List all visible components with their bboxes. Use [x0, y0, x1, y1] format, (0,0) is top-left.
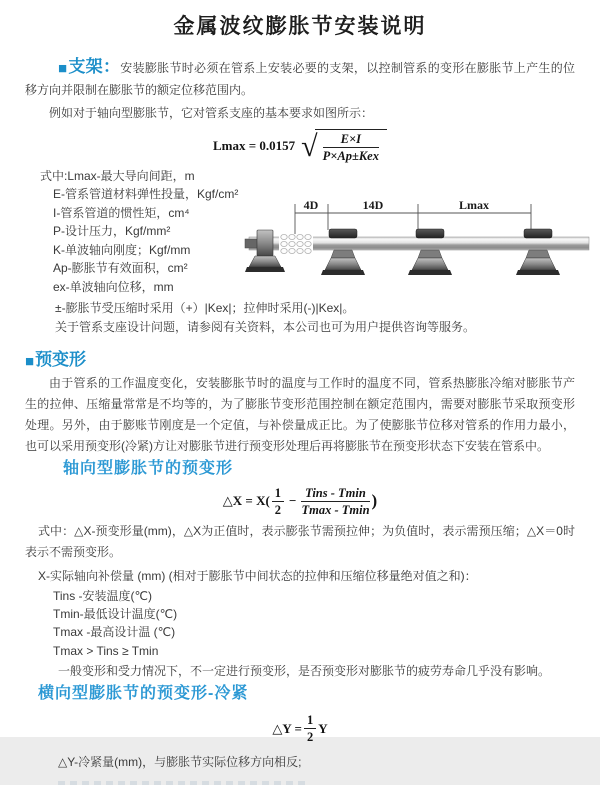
definition-line: K-单波轴向刚度；Kgf/mm	[53, 242, 191, 257]
lmax-formula-radicand	[315, 129, 387, 163]
temp-fraction-denominator: Tmax - Tmin	[301, 502, 370, 517]
definition-line: 式中:Lmax-最大导向间距，m	[40, 168, 195, 183]
lmax-formula-numerator: E×I	[323, 132, 379, 148]
dimension-label-lmax: Lmax	[459, 197, 489, 212]
definition-line: Ap-膨胀节有效面积，cm²	[53, 261, 188, 276]
section-bullet-icon: ■	[25, 352, 35, 370]
axial-note-line: 式中：△X-预变形量(mm)，△X为正值时，表示膨张节需预拉伸；为负值时，表示需预压缩；△X＝0时表示不需预变形。	[25, 523, 575, 559]
guide-support	[321, 229, 365, 275]
axial-formula-temp-fraction	[301, 486, 369, 517]
guide-support	[516, 229, 560, 275]
lateral-formula-lhs: △Y =	[272, 720, 302, 736]
lateral-note: △Y-冷紧量(mm)，与膨胀节实际位移方向相反;	[58, 755, 302, 770]
support-example-line: 例如对于轴向型膨胀节，它对管系支座的基本要求如图所示：	[49, 106, 374, 120]
predeform-section-heading-row	[25, 345, 575, 370]
axial-closing-line: 一般变形和受力情况下，不一定进行预变形，是否预变形对膨胀节的疲劳寿命几乎没有影响。	[58, 664, 551, 679]
definitions-and-diagram-row	[25, 167, 575, 298]
temperature-definition-line: Tmin-最低设计温度(℃)	[53, 606, 178, 621]
guide-support	[408, 229, 452, 275]
minus-operator: −	[289, 493, 297, 508]
temperature-definition-line: Tins -安装温度(℃)	[53, 588, 153, 603]
lmax-formula-lhs: Lmax = 0.0157	[213, 137, 296, 153]
predeform-section-heading: 预变形	[35, 349, 87, 369]
axial-formula-half-fraction	[272, 486, 284, 517]
axial-predeform-formula	[223, 486, 377, 517]
lateral-predeform-formula	[272, 713, 327, 744]
lmax-formula-denominator: P×Ap±Kex	[322, 148, 379, 163]
support-section-heading: 支架：	[68, 57, 121, 76]
definition-line: I-管系管道的惯性矩，cm⁴	[53, 205, 190, 220]
lateral-formula-fraction	[304, 713, 316, 744]
pipe-support-diagram	[243, 197, 595, 293]
half-numerator: 1	[272, 486, 284, 502]
page-title: 金属波纹膨胀节安装说明	[173, 15, 427, 38]
support-intro-text: 安装膨胀节时必须在管系上安装必要的支架，以控制管系的变形在膨胀节上产生的位移方向并限制在膨胀节的额定位移范围内。	[25, 61, 575, 97]
temperature-definition-line: Tmax -最高设计温 (℃)	[53, 625, 176, 640]
plus-minus-note: ±-膨胀节受压缩时采用（+）|Kex|；拉伸时采用(-)|Kex|。	[55, 300, 355, 315]
section-bullet-icon: ■	[58, 60, 68, 77]
predeform-paragraph: 由于管系的工作温度变化，安装膨胀节时的温度与工作时的温度不同，管系热膨胀冷缩对膨胀节产生的拉伸、压缩量常常是不均等的，为了膨胀节变形范围控制在额定范围内，需要对膨胀节采取预变形处理。另外，由于膨账节刚度是一个定值，与补偿量成正比。为了使膨胀节位移对管系的作用力最小，也可以采用预变形(冷紧)方让对膨胀节进行预变形处理后再将膨胀节在预变形状态下安装在管系中。	[25, 375, 575, 453]
cropped-next-line	[58, 781, 308, 785]
temp-fraction-numerator: Tins - Tmin	[301, 486, 369, 502]
lateral-fraction-denominator: 2	[306, 730, 314, 745]
dimension-label-4d: 4D	[303, 197, 319, 212]
lateral-predeform-heading: 横向型膨胀节的预变形-冷紧	[38, 685, 249, 703]
dimension-label-14d: 14D	[362, 197, 384, 212]
definition-line: ex-单波轴向位移，mm	[53, 280, 174, 295]
definition-line: E-管系管道材料弹性投量，Kgf/cm²	[53, 187, 239, 202]
axial-formula-close-paren: )	[371, 491, 378, 510]
definition-line: P-设计压力，Kgf/mm²	[53, 224, 171, 239]
temperature-definition-line: Tmax > Tins ≥ Tmin	[53, 643, 159, 658]
sqrt-radical-icon: √	[301, 129, 318, 163]
axial-note-line: X-实际轴向补偿量 (mm) (相对于膨胀节中间状态的拉伸和压缩位移量绝对值之和)：	[38, 568, 477, 583]
axial-formula-lhs: △X = X(	[222, 493, 270, 508]
lateral-fraction-numerator: 1	[304, 713, 316, 729]
support-intro-paragraph	[25, 56, 575, 101]
lmax-formula	[213, 129, 387, 163]
lmax-formula-fraction	[323, 132, 379, 163]
half-denominator: 2	[274, 502, 282, 517]
bellows	[279, 234, 313, 254]
consulting-note: 关于管系支座设计问题，请参阅有关资料，本公司也可为用户提供咨询等服务。	[55, 319, 476, 334]
axial-predeform-heading: 轴向型膨胀节的预变形	[63, 459, 234, 477]
lateral-formula-rhs: Y	[318, 720, 328, 736]
